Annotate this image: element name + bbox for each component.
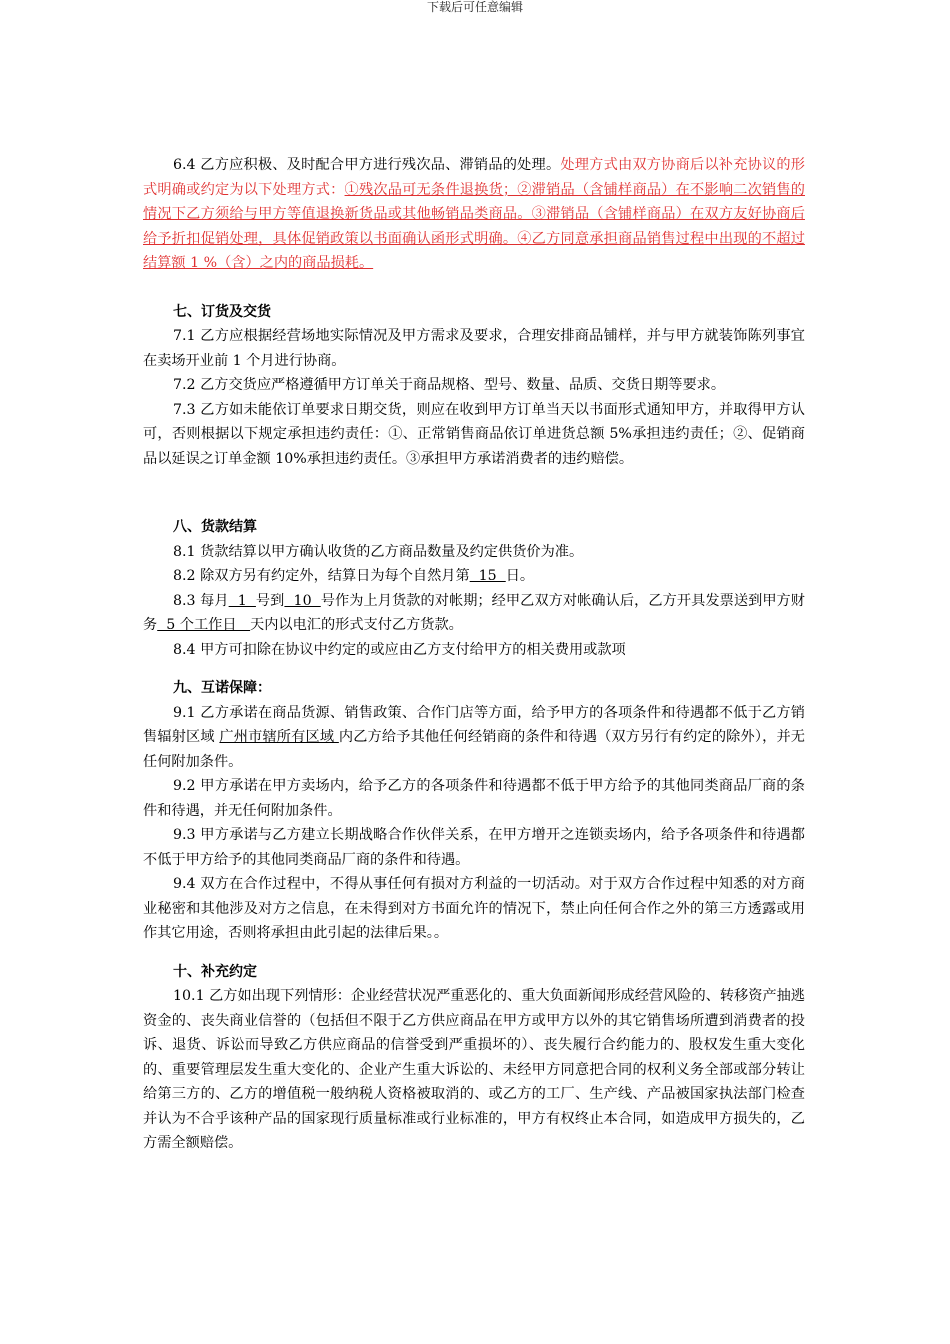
period-end-field: 10 (284, 592, 321, 609)
section-7-title: 七、订货及交货 (173, 303, 271, 320)
clause-6-4: 6.4 乙方应积极、及时配合甲方进行残次品、滞销品的处理。处理方式由双方协商后以补充协议的形式明确或约定为以下处理方式：①残次品可无条件退换货；②滞销品（含铺样商品）在不影响二次销售的情况下乙方须给与甲方等值退换新货品或其他畅销品类商品。③滞销品（含铺样商品）在双方友好协商后给予折扣促销处理，具体促销政策以书面确认函形式明确。④乙方同意承担商品销售过程中出现的不超过结算额 1 %（含）之内的商品损耗。 (143, 157, 805, 271)
section-10-title: 十、补充约定 (173, 963, 257, 980)
section-9-title: 九、互诺保障： (173, 680, 271, 696)
payment-days-field: 5 个工作日 (157, 617, 251, 633)
page-header: 下载后可任意编辑 (426, 0, 523, 14)
period-start-field: 1 (228, 592, 256, 609)
clause-7-2: 7.2 乙方交货应严格遵循甲方订单关于商品规格、型号、数量、品质、交货日期等要求。 (173, 377, 726, 393)
clause-8-4: 8.4 甲方可扣除在协议中约定的或应由乙方支付给甲方的相关费用或款项 (173, 641, 626, 658)
clause-8-2: 8.2 除双方另有约定外，结算日为每个自然月第 15 日。 (173, 568, 535, 584)
clause-9-4: 9.4 双方在合作过程中，不得从事任何有损对方利益的一切活动。对于双方合作过程中知悉的对方商业秘密和其他涉及对方之信息，在未得到对方书面允许的情况下，禁止向任何合作之外的第三方透露或用作其它用途，否则将承担由此引起的法律后果。。 (143, 876, 805, 941)
clause-8-3: 8.3 每月 1 号到 10 号作为上月货款的对帐期；经甲乙双方对帐确认后，乙方开具发票送到甲方财务 5 个工作日 天内以电汇的形式支付乙方货款。 (143, 592, 805, 633)
document-body (143, 153, 805, 1156)
clause-9-2: 9.2 甲方承诺在甲方卖场内，给予乙方的各项条件和待遇都不低于甲方给予的其他同类商品厂商的条件和待遇，并无任何附加条件。 (143, 778, 805, 819)
clause-10-1: 10.1 乙方如出现下列情形：企业经营状况严重恶化的、重大负面新闻形成经营风险的、转移资产抽逃资金的、丧失商业信誉的（包括但不限于乙方供应商品在甲方或甲方以外的其它销售场所遭到消费者的投诉、退货、诉讼而导致乙方供应商品的信誉受到严重损坏的）、丧失履行合约能力的、股权发生重大变化的、重要管理层发生重大变化的、企业产生重大诉讼的、未经甲方同意把合同的权利义务全部或部分转让给第三方的、乙方的增值税一般纳税人资格被取消的、或乙方的工厂、生产线、产品被国家执法部门检查并认为不合乎该种产品的国家现行质量标准或行业标准的，甲方有权终止本合同，如造成甲方损失的，乙方需全额赔偿。 (143, 988, 805, 1151)
clause-7-1: 7.1 乙方应根据经营场地实际情况及甲方需求及要求，合理安排商品铺样，并与甲方就装饰陈列事宜在卖场开业前 1 个月进行协商。 (143, 328, 805, 369)
clause-9-1: 9.1 乙方承诺在商品货源、销售政策、合作门店等方面，给予甲方的各项条件和待遇都不低于乙方销售辐射区域 广州市辖所有区域 内乙方给予其他任何经销商的条件和待遇（双方另行有约定的除外），并无任何附加条件。 (143, 704, 805, 770)
clause-8-1: 8.1 货款结算以甲方确认收货的乙方商品数量及约定供货价为准。 (173, 543, 584, 560)
region-field: 广州市辖所有区域 (219, 729, 339, 745)
clause-9-3: 9.3 甲方承诺与乙方建立长期战略合作伙伴关系，在甲方增开之连锁卖场内，给予各项条件和待遇都不低于甲方给予的其他同类商品厂商的条件和待遇。 (143, 827, 805, 868)
section-8-title: 八、货款结算 (173, 519, 257, 535)
settlement-day-field: 15 (469, 568, 506, 584)
clause-7-3: 7.3 乙方如未能依订单要求日期交货，则应在收到甲方订单当天以书面形式通知甲方，并取得甲方认可，否则根据以下规定承担违约责任：①、正常销售商品依订单进货总额 5%承担违约责任；②、促销商品以延误之订单金额 10%承担违约责任。③承担甲方承诺消费者的违约赔偿。 (143, 401, 805, 467)
